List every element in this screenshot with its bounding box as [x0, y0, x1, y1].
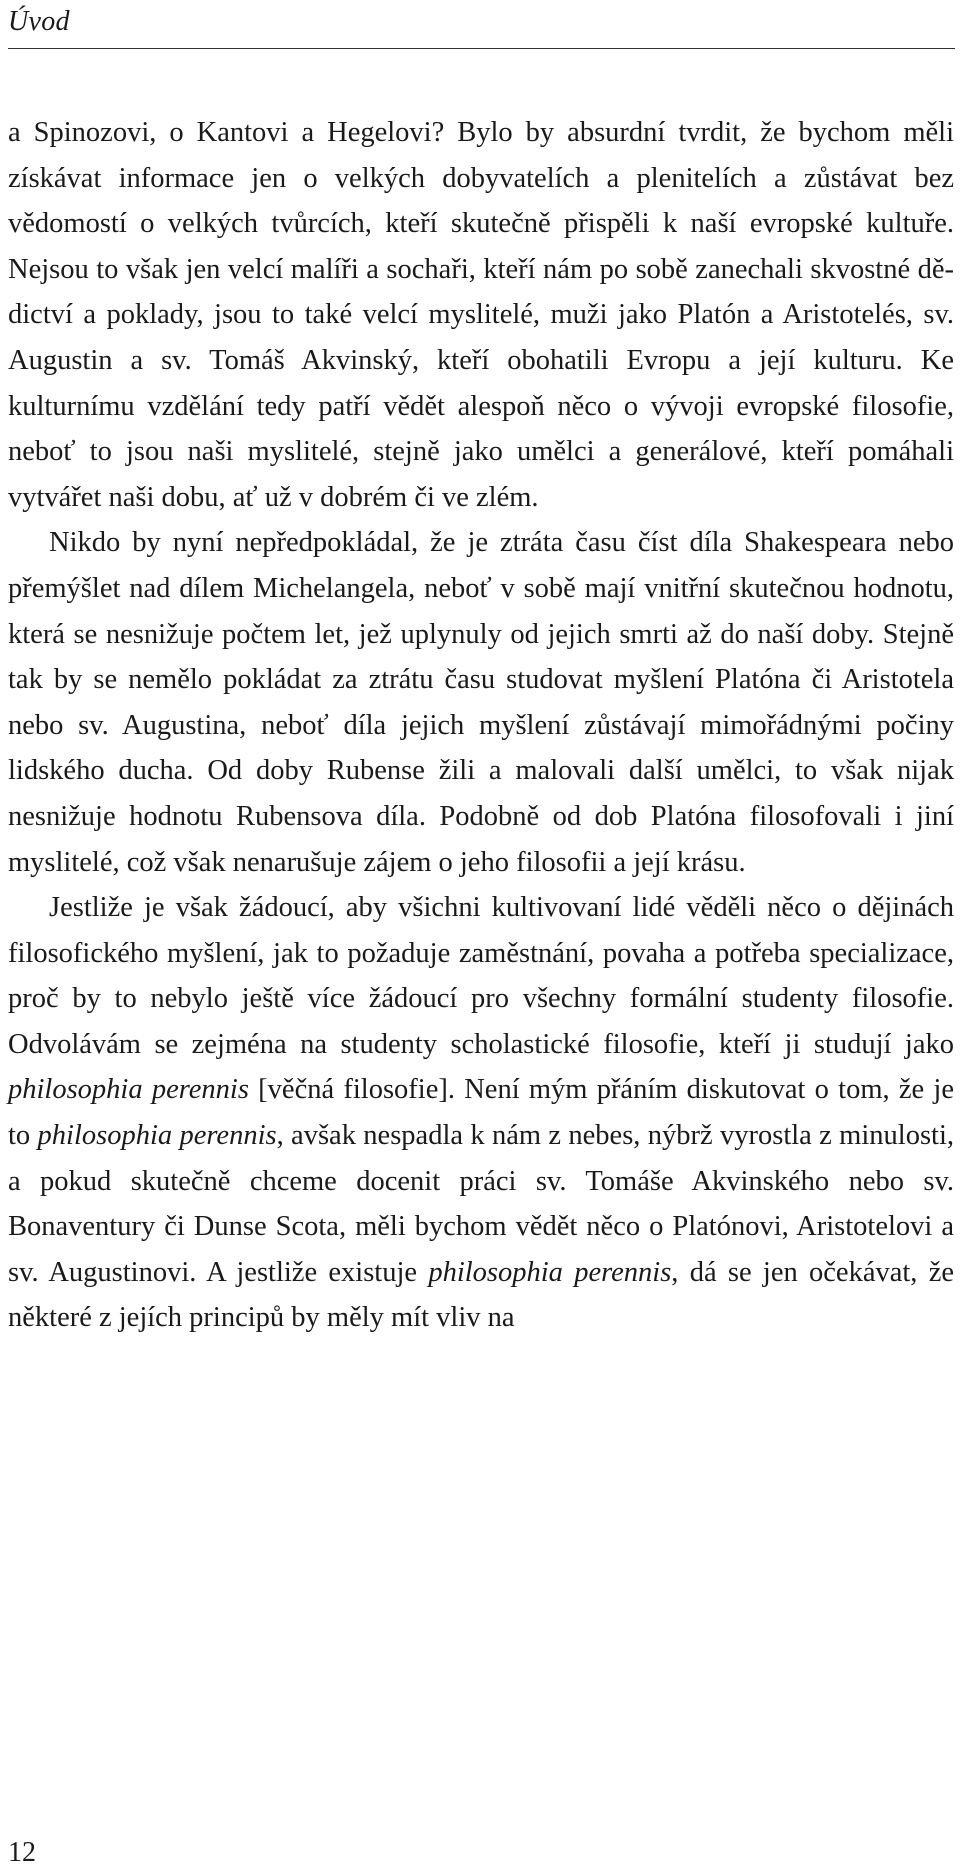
- paragraph-2: [8, 520, 954, 885]
- running-header: Úvod: [8, 6, 70, 37]
- paragraph-1: [8, 110, 954, 520]
- body-text: [8, 110, 954, 1341]
- text-run: , dá se jen očekávat, že některé z jejích principů by měly mít vliv na: [8, 1256, 954, 1334]
- page-number: 12: [8, 1837, 36, 1868]
- italic-term: philosophia perennis: [37, 1120, 277, 1152]
- text-run: [věčná filosofie]. Není mým přáním diskutovat o tom, že je to: [8, 1074, 954, 1152]
- italic-term: philosophia perennis: [428, 1256, 672, 1288]
- text-run: , avšak nespadla k nám z nebes, nýbrž vyrostla z minulosti, a pokud skutečně chceme docenit práci sv. Tomáše Akvinského nebo sv. Bonaventury či Dunse Scota, měli bychom vědět něco o Platónovi, Aristotelovi a sv. Augustinovi. A jestliže existuje: [8, 1120, 954, 1288]
- text-run: a Spinozovi, o Kantovi a Hegelovi? Bylo by absurdní tvrdit, že bychom měli získávat informace jen o velkých dobyvatelích a plenitelích a zůstávat bez vědomostí o velkých tvůrcích, kteří skutečně přispěli k naší evropské kultuře. Nejsou to však jen velcí malíři a sochaři, kteří nám po sobě zanechali skvostné dědictví a poklady, jsou to také velcí myslitelé, muži jako Platón a Aristotelés, sv. Augustin a sv. Tomáš Akvinský, kteří obohatili Evropu a její kulturu. Ke kulturnímu vzdělání tedy patří vědět alespoň něco o vývoji evropské filosofie, neboť to jsou naši myslitelé, stejně jako umělci a generálové, kteří pomáhali vytvářet naši dobu, ať už v dobrém či ve zlém.: [8, 117, 954, 513]
- header-rule: [8, 48, 955, 49]
- italic-term: philosophia perennis: [8, 1074, 249, 1106]
- text-run: Nikdo by nyní nepředpokládal, že je ztráta času číst díla Shakespeara nebo přemýšlet nad dílem Michelangela, neboť v sobě mají vnitřní skutečnou hodnotu, která se nesnižuje počtem let, jež uplynuly od jejich smrti až do naší doby. Stejně tak by se nemělo pokládat za ztrátu času studovat myšlení Platóna či Aristotela nebo sv. Augustina, neboť díla jejich myšlení zůstávají mimořádnými počiny lidského ducha. Od doby Rubense žili a malovali další umělci, to však nijak nesnižuje hodnotu Rubensova díla. Podobně od dob Platóna filosofovali i jiní myslitelé, což však nenarušuje zájem o jeho filosofii a její krásu.: [8, 527, 954, 878]
- paragraph-3: [8, 885, 954, 1341]
- text-run: Jestliže je však žádoucí, aby všichni kultivovaní lidé věděli něco o dějinách filosofického myšlení, jak to požaduje zaměstnání, povaha a potřeba specializace, proč by to nebylo ještě více žádoucí pro všechny formální studenty filosofie. Odvolávám se zejména na studenty scholastické filosofie, kteří ji studují jako: [8, 892, 954, 1060]
